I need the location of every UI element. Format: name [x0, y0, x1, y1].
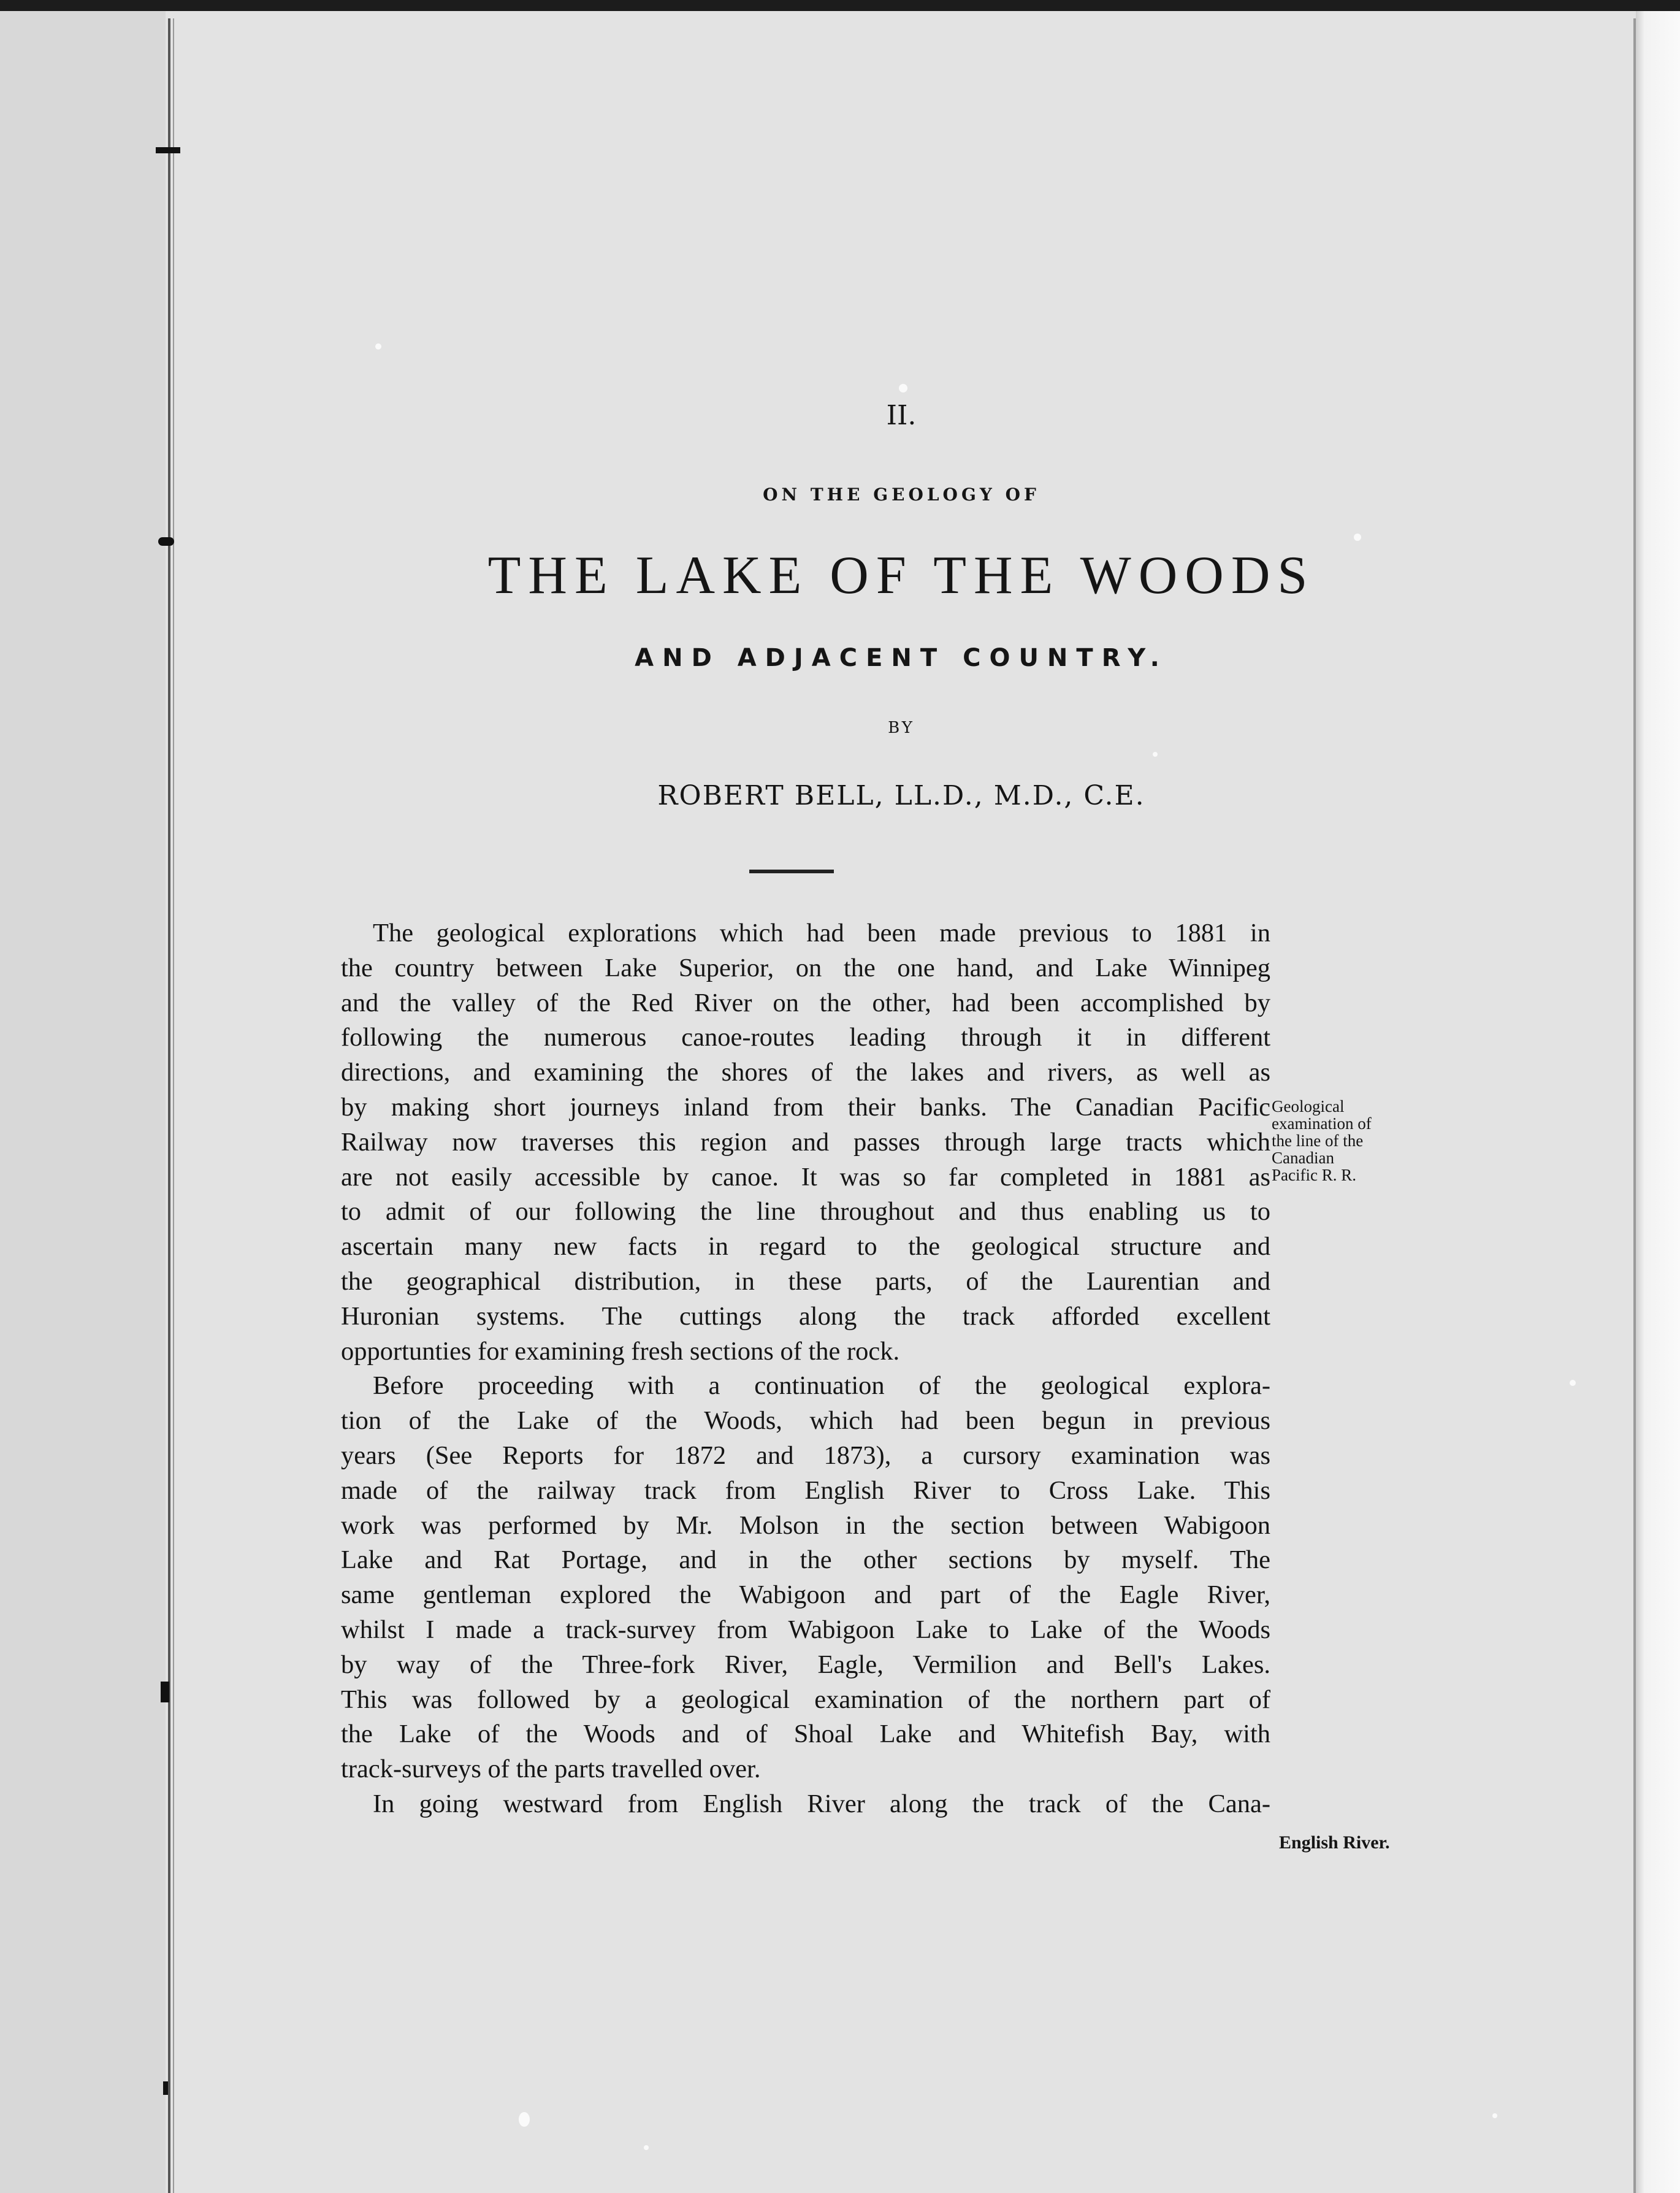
body-line: made of the railway track from English River to Cross Lake. This: [341, 1475, 1270, 1505]
page-right-margin: [1636, 11, 1680, 2193]
margin-note-line: examination of: [1272, 1114, 1372, 1133]
scan-speck: [1153, 752, 1158, 757]
body-line: the Lake of the Woods and of Shoal Lake and Whitefish Bay, with: [341, 1720, 1270, 1749]
body-line: The geological explorations which had been made previous to 1881 in: [373, 919, 1270, 947]
page-title-line2: AND ADJACENT COUNTRY.: [635, 644, 1168, 672]
scan-speck: [644, 2145, 649, 2150]
body-line: directions, and examining the shores of the lakes and rivers, as well as: [341, 1058, 1270, 1087]
body-line: are not easily accessible by canoe. It was so far completed in 1881 as: [341, 1162, 1270, 1192]
scan-speck: [1570, 1380, 1576, 1386]
scan-mark: [161, 1682, 169, 1702]
scan-mark: [156, 147, 180, 153]
margin-note-line: Canadian: [1272, 1149, 1334, 1167]
margin-note-railway: [1272, 1098, 1437, 1184]
body-line: This was followed by a geological examination of the northern part of: [341, 1685, 1270, 1714]
body-line: whilst I made a track-survey from Wabigoon Lake to Lake of the Woods: [341, 1615, 1270, 1644]
binding-edge-inner: [173, 18, 174, 2193]
scan-speck: [899, 384, 907, 392]
scan-speck: [1354, 534, 1361, 541]
title-rule: [749, 870, 834, 873]
binding-edge: [168, 18, 170, 2193]
body-line: track-surveys of the parts travelled over.: [341, 1755, 761, 1784]
margin-note-line: Pacific R. R.: [1272, 1166, 1356, 1184]
scan-speck: [519, 2112, 530, 2127]
scan-mark: [163, 2081, 168, 2095]
subheading: ON THE GEOLOGY OF: [763, 484, 1040, 505]
body-line: work was performed by Mr. Molson in the section between Wabigoon: [341, 1510, 1270, 1540]
body-line: and the valley of the Red River on the other, had been accomplished by: [341, 988, 1270, 1017]
body-line: tion of the Lake of the Woods, which had been begun in previous: [341, 1406, 1270, 1436]
body-line: years (See Reports for 1872 and 1873), a cursory examination was: [341, 1441, 1270, 1470]
body-line: same gentleman explored the Wabigoon and part of the Eagle River,: [341, 1580, 1270, 1610]
scan-speck: [1492, 2113, 1497, 2118]
author-name: ROBERT BELL, LL.D., M.D., C.E.: [657, 780, 1145, 811]
page-title: THE LAKE OF THE WOODS: [487, 546, 1315, 605]
body-line: opportunties for examining fresh sections of the rock.: [341, 1336, 900, 1366]
margin-note-line: Geological: [1272, 1097, 1345, 1116]
body-line: by way of the Three-fork River, Eagle, Vermilion and Bell's Lakes.: [341, 1650, 1270, 1679]
body-text: [341, 916, 1270, 1822]
body-line: following the numerous canoe-routes leading through it in different: [341, 1023, 1270, 1052]
section-numeral: II.: [886, 400, 917, 431]
body-line: Railway now traverses this region and passes through large tracts which: [341, 1127, 1270, 1157]
scan-top-border: [0, 0, 1680, 11]
byline-label: BY: [888, 719, 915, 737]
body-line: In going westward from English River along the track of the Cana-: [373, 1789, 1270, 1818]
body-line: ascertain many new facts in regard to the geological structure and: [341, 1232, 1270, 1261]
body-line: the geographical distribution, in these parts, of the Laurentian and: [341, 1266, 1270, 1296]
body-line: Huronian systems. The cuttings along the track afforded excellent: [341, 1301, 1270, 1331]
body-line: the country between Lake Superior, on the one hand, and Lake Winnipeg: [341, 953, 1270, 982]
body-line: Lake and Rat Portage, and in the other sections by myself. The: [341, 1545, 1270, 1575]
body-line: Before proceeding with a continuation of the geological explora-: [373, 1371, 1270, 1401]
body-line: by making short journeys inland from their banks. The Canadian Pacific: [341, 1092, 1270, 1122]
scan-speck: [375, 343, 381, 350]
body-line: to admit of our following the line throughout and thus enabling us to: [341, 1197, 1270, 1227]
margin-note-english-river: English River.: [1279, 1832, 1390, 1853]
margin-note-line: the line of the: [1272, 1131, 1364, 1150]
